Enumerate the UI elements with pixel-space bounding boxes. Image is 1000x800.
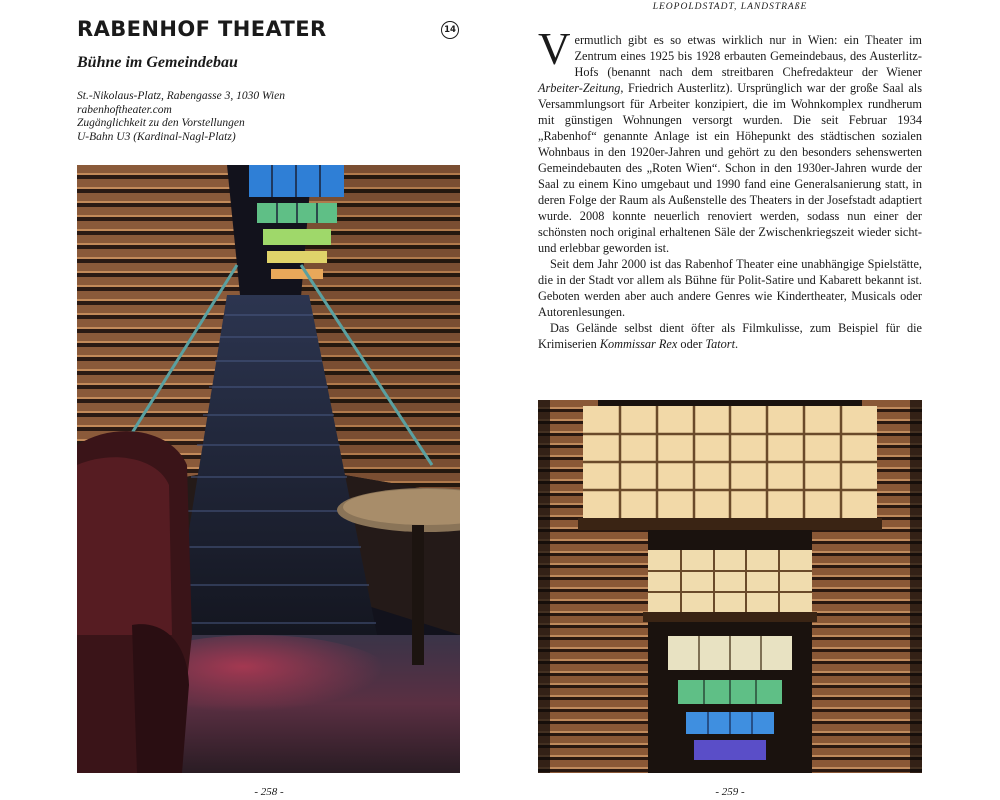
entry-subtitle: Bühne im Gemeindebau — [77, 54, 238, 71]
ceiling-photo — [538, 400, 922, 773]
entry-number-badge: 14 — [441, 21, 459, 39]
drop-cap: V — [538, 24, 571, 74]
info-address: St.-Nikolaus-Platz, Rabengasse 3, 1030 Wien — [77, 90, 285, 102]
paragraph-text: , Friedrich Austerlitz). Ursprünglich war der große Saal als Versammlungsort für Arbeiter konzipiert, die im Wohnkomplex rundherum mit günstigen Wohnungen versorgt wurden. Die seit Februar 1934 „Rabenhof“ genannte Anlage ist ein Höhepunkt des städtischen sozialen Wohnbaus in den 1920er-Jahren und gehört zu den besonders sehenswerten Gemeindebauten des „Roten Wien“. Schon in den 1930er-Jahren wurde der Saal zu einem Kino umgebaut und 1990 fand eine Generalsanierung statt, in deren Folge der Raum als Außenstelle des Theaters in der Josefstadt adaptiert wurde. 2008 konnte neuerlich renoviert werden, sodass nun einer der schönsten noch original erhaltenen Säle der Zwischenkriegszeit wieder sicht- und erlebbar geworden ist. — [538, 81, 922, 255]
info-transit: U-Bahn U3 (Kardinal-Nagl-Platz) — [77, 130, 236, 143]
tv-series-title: Kommissar Rex — [599, 337, 678, 351]
info-accessibility: Zugänglichkeit zu den Vorstellungen — [77, 117, 245, 129]
newspaper-title: Arbeiter-Zeitung — [538, 81, 621, 95]
paragraph-text: . — [735, 337, 739, 351]
tv-series-title: Tatort — [705, 337, 735, 351]
article-paragraph-1 — [538, 24, 922, 256]
paragraph-text: ermutlich gibt es so etwas wirklich nur in Wien: ein Theater im Zentrum eines 1925 bis 1928 erbauten Gemeindebaus, des Austerlitz-Hofs (benannt nach dem streitbaren Chefredakteur der Wiener — [574, 33, 922, 79]
paragraph-text: oder — [677, 337, 706, 351]
page-number-right: - 259 - — [715, 786, 745, 798]
page-number-left: - 258 - — [254, 786, 284, 798]
entry-title: RABENHOF THEATER — [77, 17, 327, 41]
running-head: LEOPOLDSTADT, LANDSTRAßE — [652, 2, 808, 12]
article-paragraph-2: Seit dem Jahr 2000 ist das Rabenhof Theater eine unabhängige Spielstätte, die in der Stadt vor allem als Bühne für Polit-Satire und Kabarett bekannt ist. Geboten werden aber auch andere Genres wie Kindertheater, Musicals oder Autorenlesungen. — [538, 257, 922, 319]
staircase-illustration — [77, 165, 460, 773]
article-body — [538, 24, 922, 352]
ceiling-illustration — [538, 400, 922, 773]
paragraph-text: Das Gelände selbst dient öfter als Filmkulisse, zum Beispiel für die Krimiserien — [538, 321, 922, 351]
info-website: rabenhoftheater.com — [77, 103, 172, 116]
staircase-photo — [77, 165, 460, 773]
entry-info-block — [77, 90, 377, 144]
article-paragraph-3 — [538, 320, 922, 352]
